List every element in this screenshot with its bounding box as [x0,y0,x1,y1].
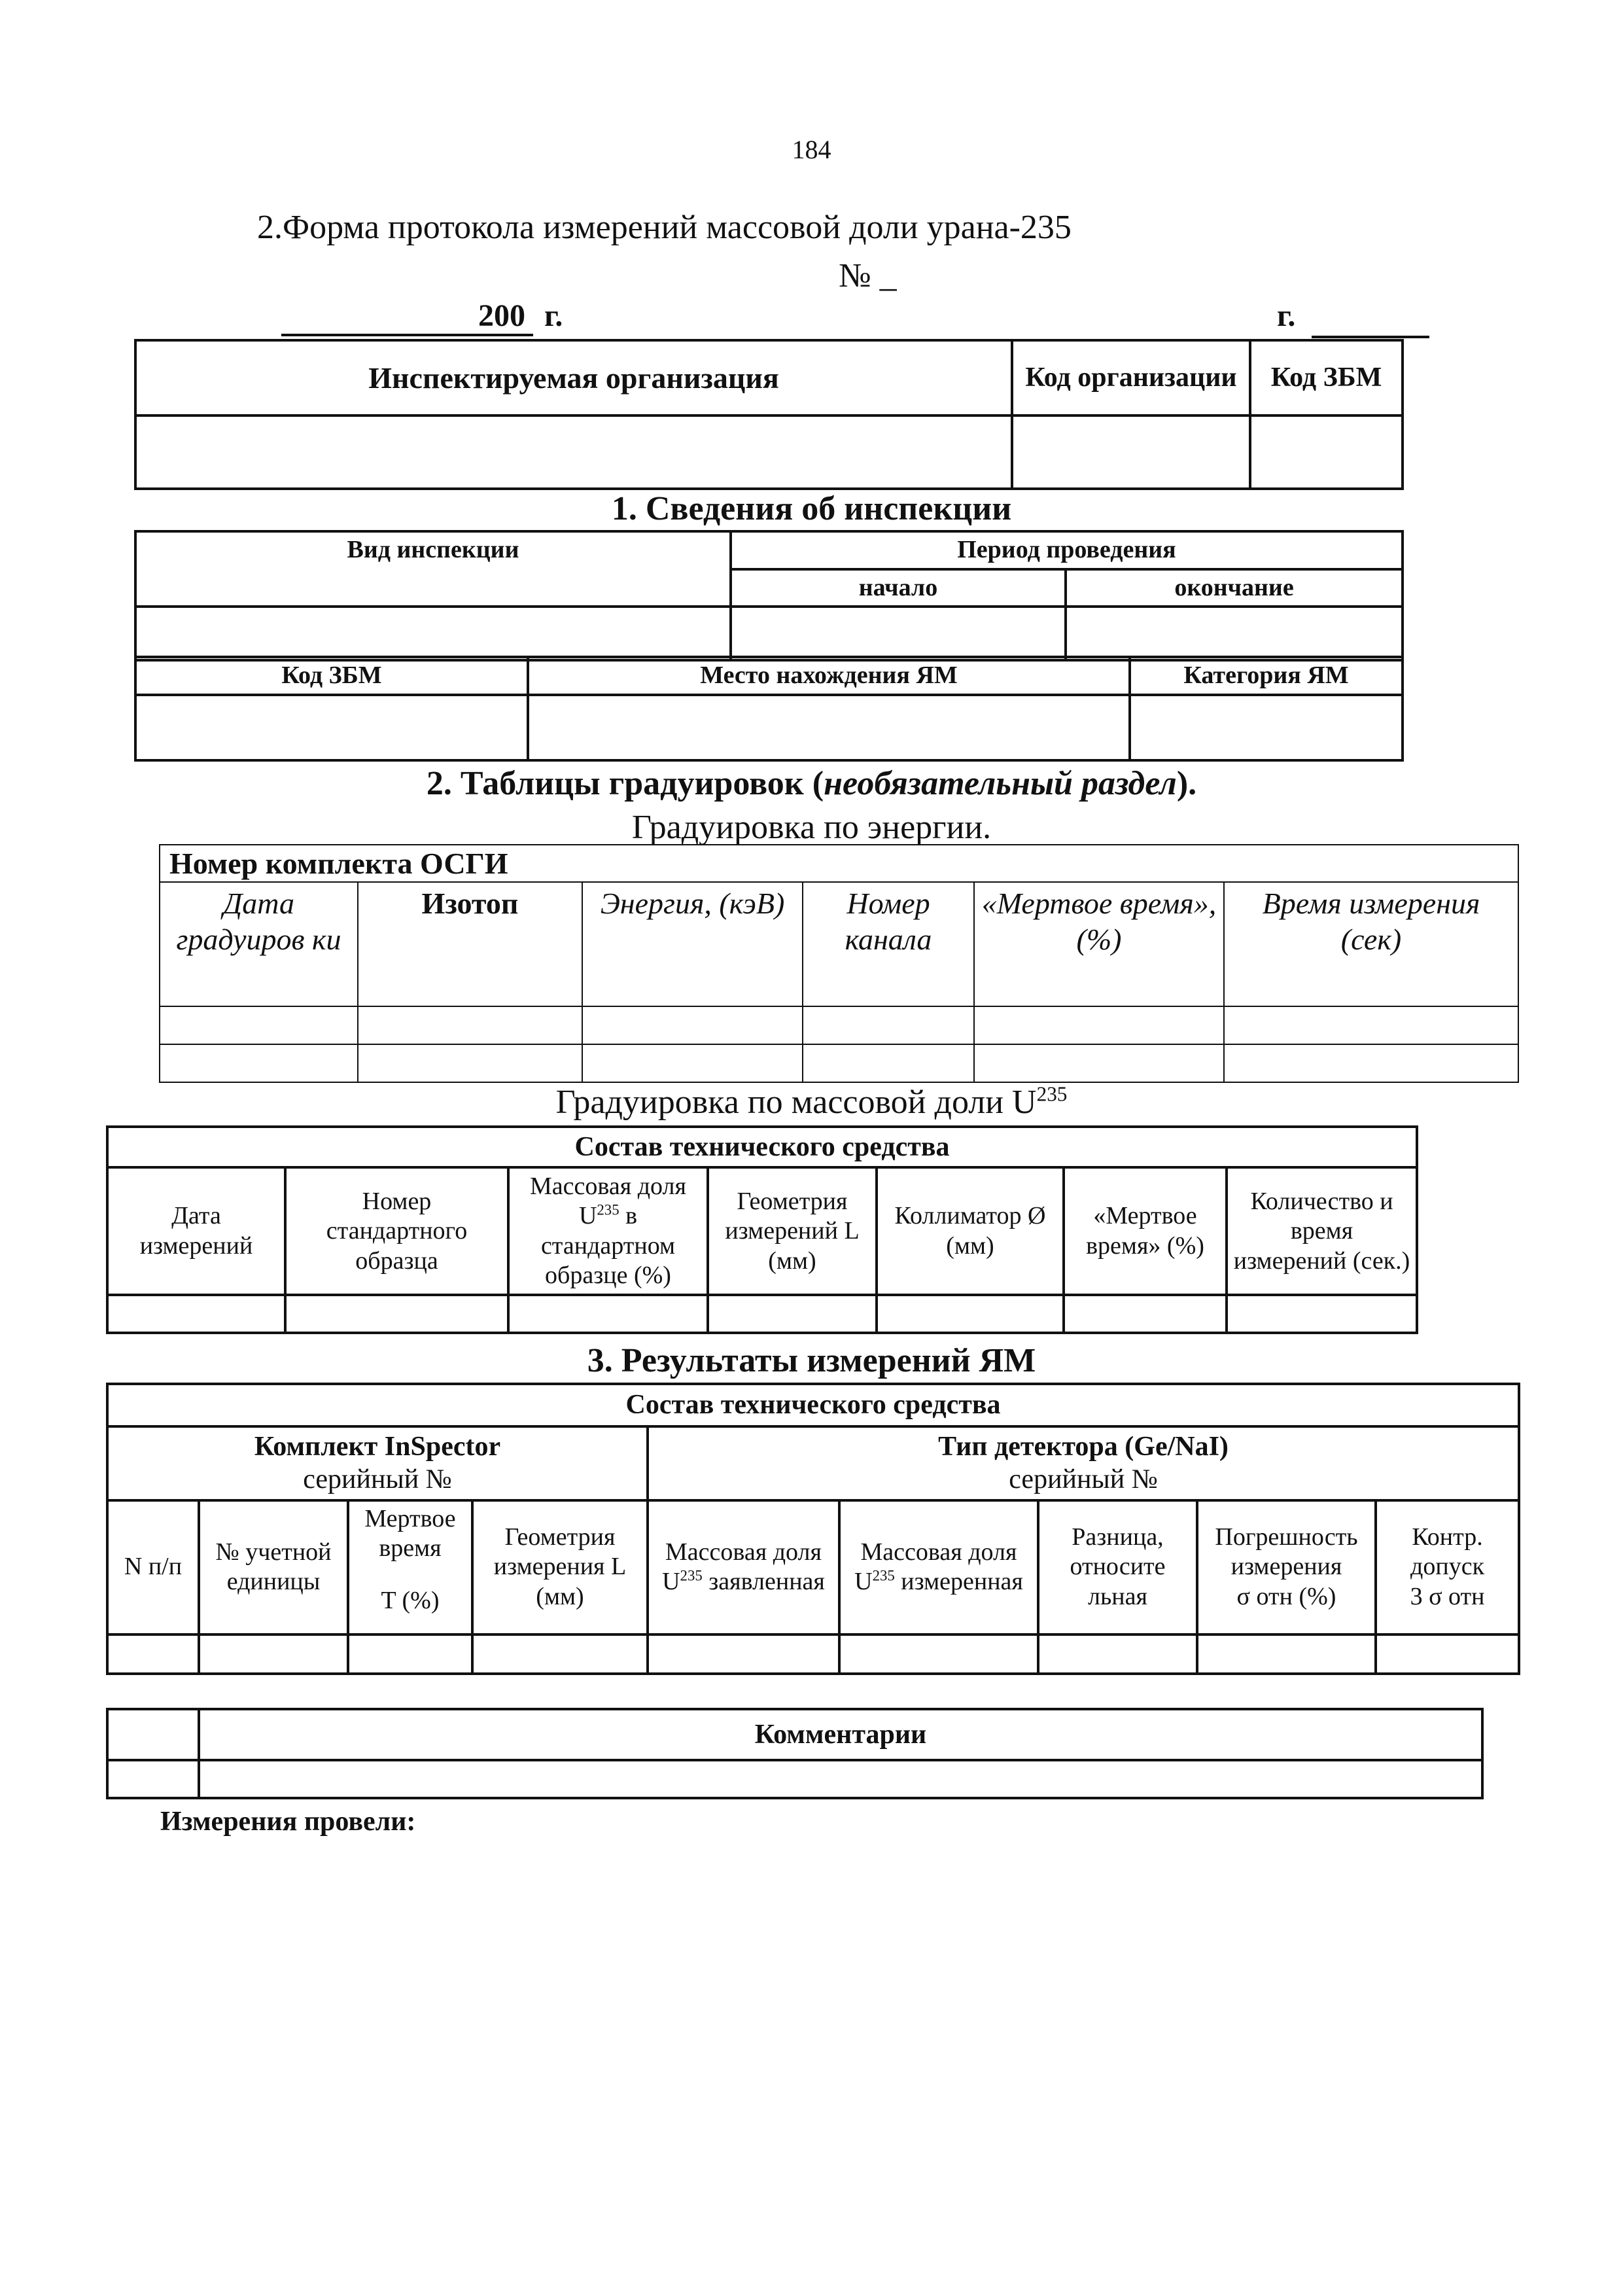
results-col-measured-a: Массовая доля U [854,1538,1017,1596]
energy-cell[interactable] [582,1006,803,1044]
results-cell[interactable] [839,1634,1038,1674]
energy-calibration-table [159,844,1519,1083]
results-col-dead-time [348,1500,472,1634]
section2-title-italic: необязательный раздел [824,765,1177,802]
energy-cell[interactable] [803,1006,974,1044]
results-equipment-label: Состав технического средства [107,1384,1519,1426]
mass-col-fraction [508,1167,708,1295]
mass-cell[interactable] [1227,1295,1417,1333]
mass-col-collimator: Коллиматор Ø (мм) [877,1167,1064,1295]
energy-cell[interactable] [1224,1006,1518,1044]
mass-cell[interactable] [877,1295,1064,1333]
mass-cell[interactable] [107,1295,285,1333]
mass-calibration-table [106,1125,1418,1334]
energy-cell[interactable] [358,1044,582,1082]
detector-cell [648,1426,1519,1500]
energy-cell[interactable] [974,1044,1224,1082]
section2-title [0,764,1623,803]
detector-label: Тип детектора (Ge/NaI) [938,1432,1229,1462]
results-cell[interactable] [1376,1634,1519,1674]
period-label: Период проведения [731,531,1403,569]
org-code-label: Код организации [1012,340,1250,415]
results-cell[interactable] [472,1634,648,1674]
page-number: 184 [792,135,831,164]
results-col-n: N п/п [107,1500,199,1634]
energy-cell[interactable] [160,1006,358,1044]
mass-col-fraction-b: в стандартном образце (%) [540,1202,676,1290]
kit-number-label: Номер комплекта ОСГИ [160,845,1518,882]
section3-title: 3. Результаты измерений ЯМ [587,1342,1036,1379]
results-col-declared-a: Массовая доля U [662,1538,822,1596]
energy-cell[interactable] [803,1044,974,1082]
category-value[interactable] [1130,695,1403,760]
results-cell[interactable] [648,1634,839,1674]
mass-col-dead-time: «Мертвое время» (%) [1064,1167,1227,1295]
comments-table [106,1708,1484,1799]
mass-calibration-title-text: Градуировка по массовой доли U [555,1084,1037,1121]
results-col-declared [648,1500,839,1634]
results-col-diff: Разница, относите льная [1038,1500,1197,1634]
energy-col-date: Дата градуиров ки [160,882,358,1006]
results-col-error [1197,1500,1376,1634]
results-col-tolerance-b: 3 σ отн [1410,1583,1485,1611]
results-col-measured-b: измеренная [894,1568,1023,1596]
energy-col-time: Время измерения (сек) [1224,882,1518,1006]
results-col-declared-sup: 235 [680,1567,703,1584]
energy-col-isotope: Изотоп [358,882,582,1006]
energy-cell[interactable] [974,1006,1224,1044]
mass-col-fraction-sup: 235 [597,1201,620,1218]
results-col-measured [839,1500,1038,1634]
zbm-code-label-2: Код ЗБМ [135,657,528,695]
protocol-number: № _ [839,257,897,294]
kit-cell [107,1426,648,1500]
period-start-label: начало [731,569,1066,607]
mass-cell[interactable] [1064,1295,1227,1333]
results-cell[interactable] [348,1634,472,1674]
year-suffix: г. [544,298,563,333]
org-value[interactable] [135,415,1012,489]
comments-value[interactable] [199,1760,1482,1798]
period-start-value[interactable] [731,607,1066,660]
kit-serial-label: серийный № [303,1464,452,1495]
energy-cell[interactable] [358,1006,582,1044]
energy-col-channel: Номер канала [803,882,974,1006]
form-title: 2.Форма протокола измерений массовой доли урана-235 [257,209,1072,246]
detector-serial-label: серийный № [1009,1464,1158,1495]
results-cell[interactable] [1197,1634,1376,1674]
zbm-code-label: Код ЗБМ [1250,340,1403,415]
mass-col-sample: Номер стандартного образца [285,1167,508,1295]
zbm-code-value-2[interactable] [135,695,528,760]
results-cell[interactable] [107,1634,199,1674]
category-label: Категория ЯМ [1130,657,1403,695]
kit-label: Комплект InSpector [254,1432,501,1462]
period-end-label: окончание [1066,569,1403,607]
results-col-geometry: Геометрия измерения L (мм) [472,1500,648,1634]
mass-cell[interactable] [285,1295,508,1333]
results-cell[interactable] [1038,1634,1197,1674]
energy-calibration-title: Градуировка по энергии. [631,809,992,846]
inspection-type-value[interactable] [135,607,731,660]
comments-label: Комментарии [199,1709,1482,1760]
mass-col-fraction-a: Массовая доля U [530,1172,686,1230]
results-col-dead-time-b: T (%) [381,1586,440,1614]
comments-index-header [107,1709,199,1760]
date-year-prefix: 200 [478,298,525,333]
mass-col-geometry: Геометрия измерений L (мм) [708,1167,877,1295]
mass-cell[interactable] [508,1295,708,1333]
mass-col-date: Дата измерений [107,1167,285,1295]
results-cell[interactable] [199,1634,348,1674]
energy-cell[interactable] [160,1044,358,1082]
results-col-tolerance-a: Контр. допуск [1410,1523,1485,1581]
inspection-type-label: Вид инспекции [135,531,731,607]
mass-calibration-title [0,1083,1623,1122]
location-label: Место нахождения ЯМ [528,657,1130,695]
place-suffix: г. [1277,298,1296,333]
energy-cell[interactable] [1224,1044,1518,1082]
energy-col-energy: Энергия, (кэВ) [582,882,803,1006]
inspection-table [134,530,1404,662]
zbm-code-value[interactable] [1250,415,1403,489]
location-table [134,656,1404,762]
org-code-value[interactable] [1012,415,1250,489]
results-col-error-a: Погрешность измерения [1215,1523,1358,1581]
mass-col-count: Количество и время измерений (сек.) [1227,1167,1417,1295]
section2-title-prefix: 2. Таблицы градуировок ( [426,765,824,802]
section2-title-suffix: ). [1176,765,1197,802]
mass-cell[interactable] [708,1295,877,1333]
mass-equipment-label: Состав технического средства [107,1127,1417,1167]
results-col-unit: № учетной единицы [199,1500,348,1634]
energy-col-dead-time: «Мертвое время», (%) [974,882,1224,1006]
results-table [106,1383,1520,1675]
results-col-declared-b: заявленная [702,1568,825,1596]
results-col-error-b: σ отн (%) [1236,1583,1336,1611]
org-label: Инспектируемая организация [135,340,1012,415]
results-col-dead-time-a: Мертвое время [364,1504,456,1563]
location-value[interactable] [528,695,1130,760]
period-end-value[interactable] [1066,607,1403,660]
mass-calibration-title-sup: 235 [1036,1082,1068,1106]
place-line [1312,336,1429,338]
organization-table [134,339,1404,490]
section1-title: 1. Сведения об инспекции [611,490,1012,527]
performed-by-label: Измерения провели: [160,1807,416,1837]
results-col-tolerance [1376,1500,1519,1634]
date-line [281,298,533,336]
energy-cell[interactable] [582,1044,803,1082]
comments-index-cell[interactable] [107,1760,199,1798]
results-col-measured-sup: 235 [872,1567,895,1584]
